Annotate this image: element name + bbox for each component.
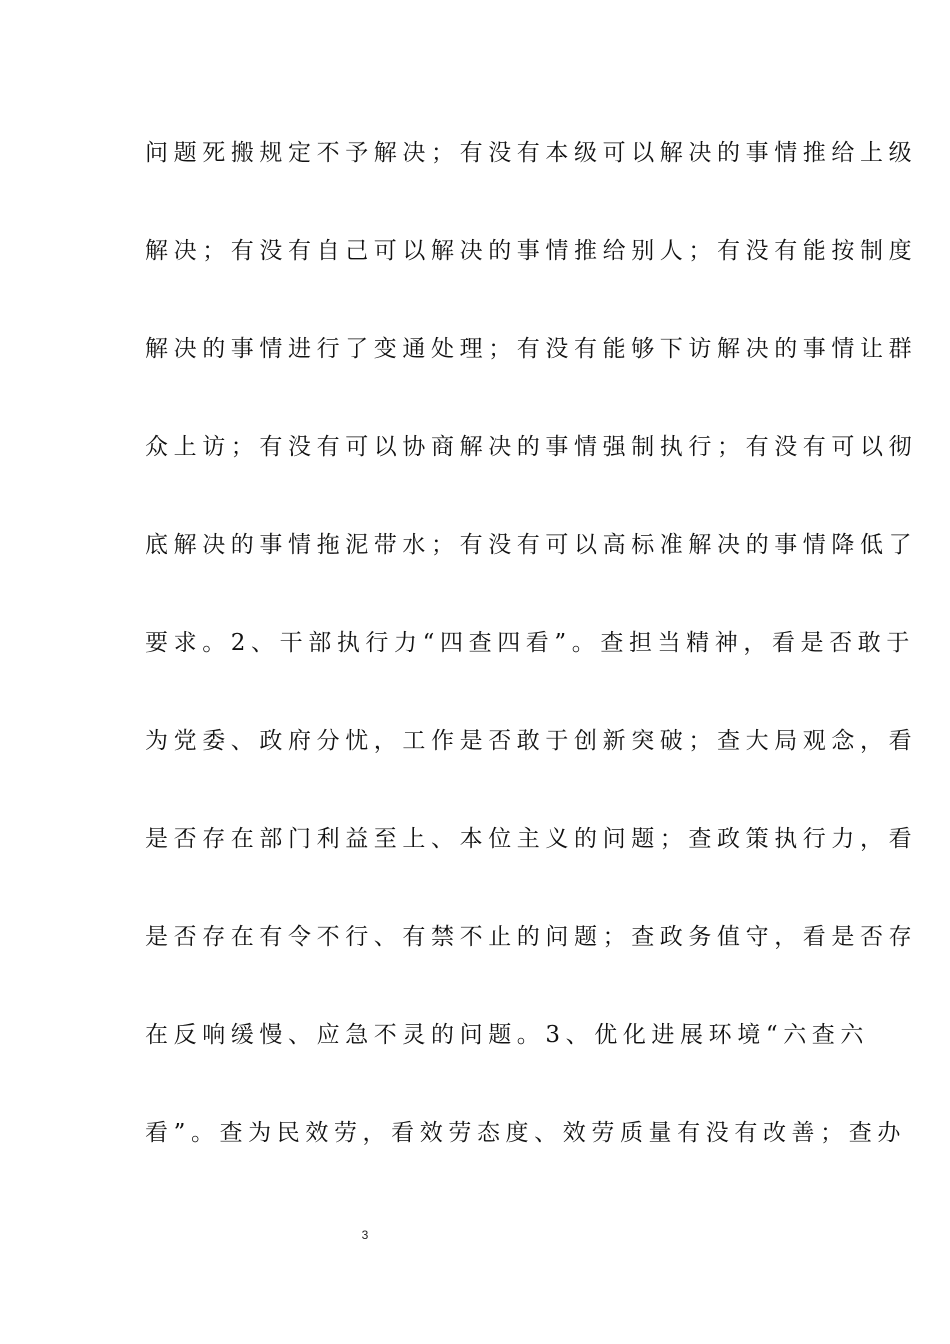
text-line: 为党委、政府分忧，工作是否敢于创新突破；查大局观念，看 [145,728,918,754]
page-number: 3 [361,1228,369,1242]
text-line: 解决；有没有自己可以解决的事情推给别人；有没有能按制度 [145,238,918,264]
text-line: 众上访；有没有可以协商解决的事情强制执行；有没有可以彻 [145,434,918,460]
text-line: 问题死搬规定不予解决；有没有本级可以解决的事情推给上级 [145,140,918,166]
text-line: 看”。查为民效劳，看效劳态度、效劳质量有没有改善；查办 [145,1120,906,1146]
text-line: 要求。2、干部执行力“四查四看”。查担当精神，看是否敢于 [145,630,915,656]
text-line: 是否存在部门利益至上、本位主义的问题；查政策执行力，看 [145,826,918,852]
text-line: 解决的事情进行了变通处理；有没有能够下访解决的事情让群 [145,336,918,362]
text-line: 底解决的事情拖泥带水；有没有可以高标准解决的事情降低了 [145,532,918,558]
body-text [145,128,918,1206]
text-line: 是否存在有令不行、有禁不止的问题；查政务值守，看是否存 [145,924,918,950]
text-line: 在反响缓慢、应急不灵的问题。3、优化进展环境“六查六 [145,1022,869,1048]
